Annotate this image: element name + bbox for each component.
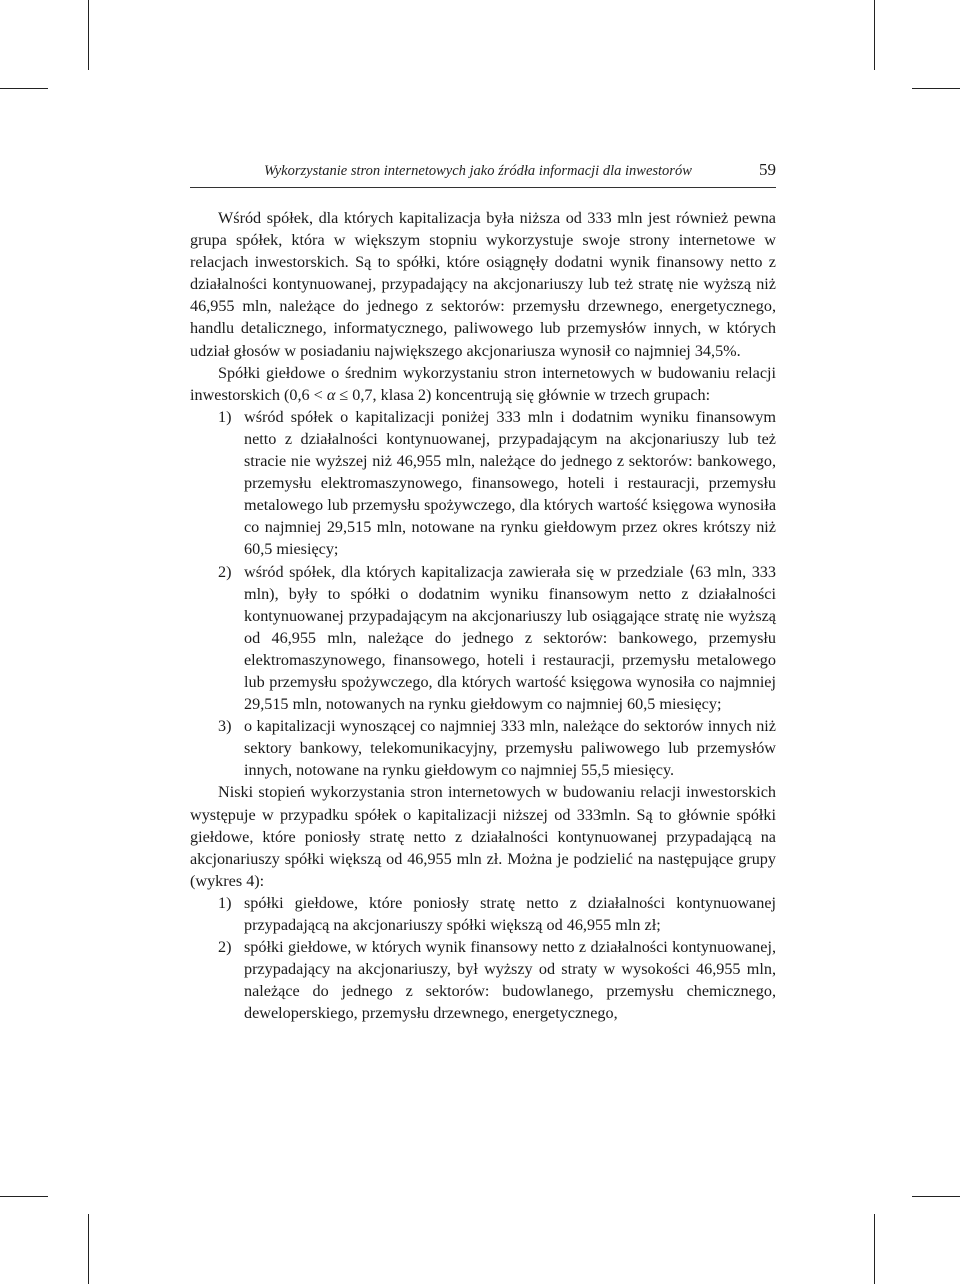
paragraph-text: Spółki giełdowe o średnim wykorzystaniu stron internetowych w budowaniu relacji inwestorskich (0,6 < (190, 363, 776, 404)
crop-mark (88, 1214, 89, 1284)
crop-mark (0, 1196, 48, 1197)
running-head (190, 160, 776, 186)
list-item (190, 892, 776, 936)
crop-mark (88, 0, 89, 70)
list-item-number: 1) (218, 407, 232, 426)
paragraph: Wśród spółek, dla których kapitalizacja była niższa od 333 mln jest również pewna grupa spółek, która w większym stopniu wykorzystuje swoje strony internetowe w relacjach inwestorskich. Są to spółki, które osiągnęły dodatni wynik finansowy netto z działalności kontynuowanej, przypadający na akcjonariuszy lub też stratę nie wyższą niż 46,955 mln, należące do jednego z sektorów: przemysłu drzewnego, energetycznego, handlu detalicznego, informatycznego, paliwowego lub przemysłów innych, w których udział głosów w posiadaniu największego akcjonariusza wynosił co najmniej 34,5%. (190, 209, 776, 360)
paragraph: Niski stopień wykorzystania stron internetowych w budowaniu relacji inwestorskich występuje w przypadku spółek o kapitalizacji niższej od 333mln. Są to głównie spółki giełdowe, które poniosły stratę netto z działalności kontynuowanej przypadającą na akcjonariuszy spółki większą od 46,955 mln zł. Można je podzielić na następujące grupy (wykres 4): (190, 783, 776, 890)
list-item-text: wśród spółek o kapitalizacji poniżej 333 mln i dodatnim wyniku finansowym netto z działalności kontynuowanej, przypadającym na akcjonariuszy lub też stracie nie wyższej niż 46,955 mln, należące do jednego z sektorów: bankowego, przemysłu elektromaszynowego, finansowego, hoteli i restauracji, przemysłu metalowego lub przemysłu spożywczego, dla których wartość księgowa wynosiła co najmniej 29,515 mln, notowane na rynku giełdowym przez okres krótszy niż 60,5 miesięcy; (244, 407, 776, 559)
list-item (190, 715, 776, 781)
running-title: Wykorzystanie stron internetowych jako źródła informacji dla inwestorów (264, 163, 692, 179)
list-item-text: wśród spółek, dla których kapitalizacja zawierała się w przedziale ⟨63 mln, 333 mln), były to spółki o dodatnim wyniku finansowym netto z działalności kontynuowanej przypadającym na akcjonariuszy lub osiągające stratę nie wyższą od 46,955 mln, należące do jednego z sektorów: bankowego, przemysłu elektromaszynowego, finansowego, hoteli i restauracji, przemysłu metalowego lub przemysłu spożywczego, dla których wartość księgowa wynosiła co najmniej 29,515 mln, notowanych na rynku giełdowym co najmniej 60,5 miesięcy; (244, 562, 776, 714)
list-item (190, 406, 776, 561)
crop-mark (912, 1196, 960, 1197)
list-item (190, 561, 776, 716)
list-item-text: o kapitalizacji wynoszącej co najmniej 333 mln, należące do sektorów innych niż sektory bankowy, telekomunikacyjny, przemysłu paliwowego lub przemysłów innych, notowane na rynku giełdowym co najmniej 55,5 miesięcy. (244, 717, 776, 780)
numbered-list (190, 892, 776, 1025)
list-item (190, 936, 776, 1024)
list-item-text: spółki giełdowe, w których wynik finansowy netto z działalności kontynuowanej, przypadający na akcjonariuszy, był wyższy od straty w wysokości 46,955 mln, należące do jednego z sektorów: budowlanego, przemysłu chemicznego, deweloperskiego, przemysłu drzewnego, energetycznego, (244, 938, 776, 1023)
crop-mark (912, 88, 960, 89)
page-number: 59 (759, 160, 776, 179)
page-body (190, 207, 776, 1024)
numbered-list (190, 406, 776, 782)
paragraph-text: ≤ 0,7, klasa 2) koncentrują się głównie w trzech grupach: (335, 385, 711, 404)
list-item-number: 3) (218, 717, 232, 736)
list-item-text: spółki giełdowe, które poniosły stratę netto z działalności kontynuowanej przypadającą na akcjonariuszy spółki większą od 46,955 mln zł; (244, 893, 776, 934)
paragraph (190, 362, 776, 406)
crop-mark (0, 88, 48, 89)
list-item-number: 2) (218, 938, 232, 957)
crop-mark (874, 1214, 875, 1284)
list-item-number: 1) (218, 893, 232, 912)
alpha-symbol: α (326, 385, 336, 404)
crop-mark (874, 0, 875, 70)
list-item-number: 2) (218, 562, 232, 581)
header-rule (190, 187, 776, 188)
